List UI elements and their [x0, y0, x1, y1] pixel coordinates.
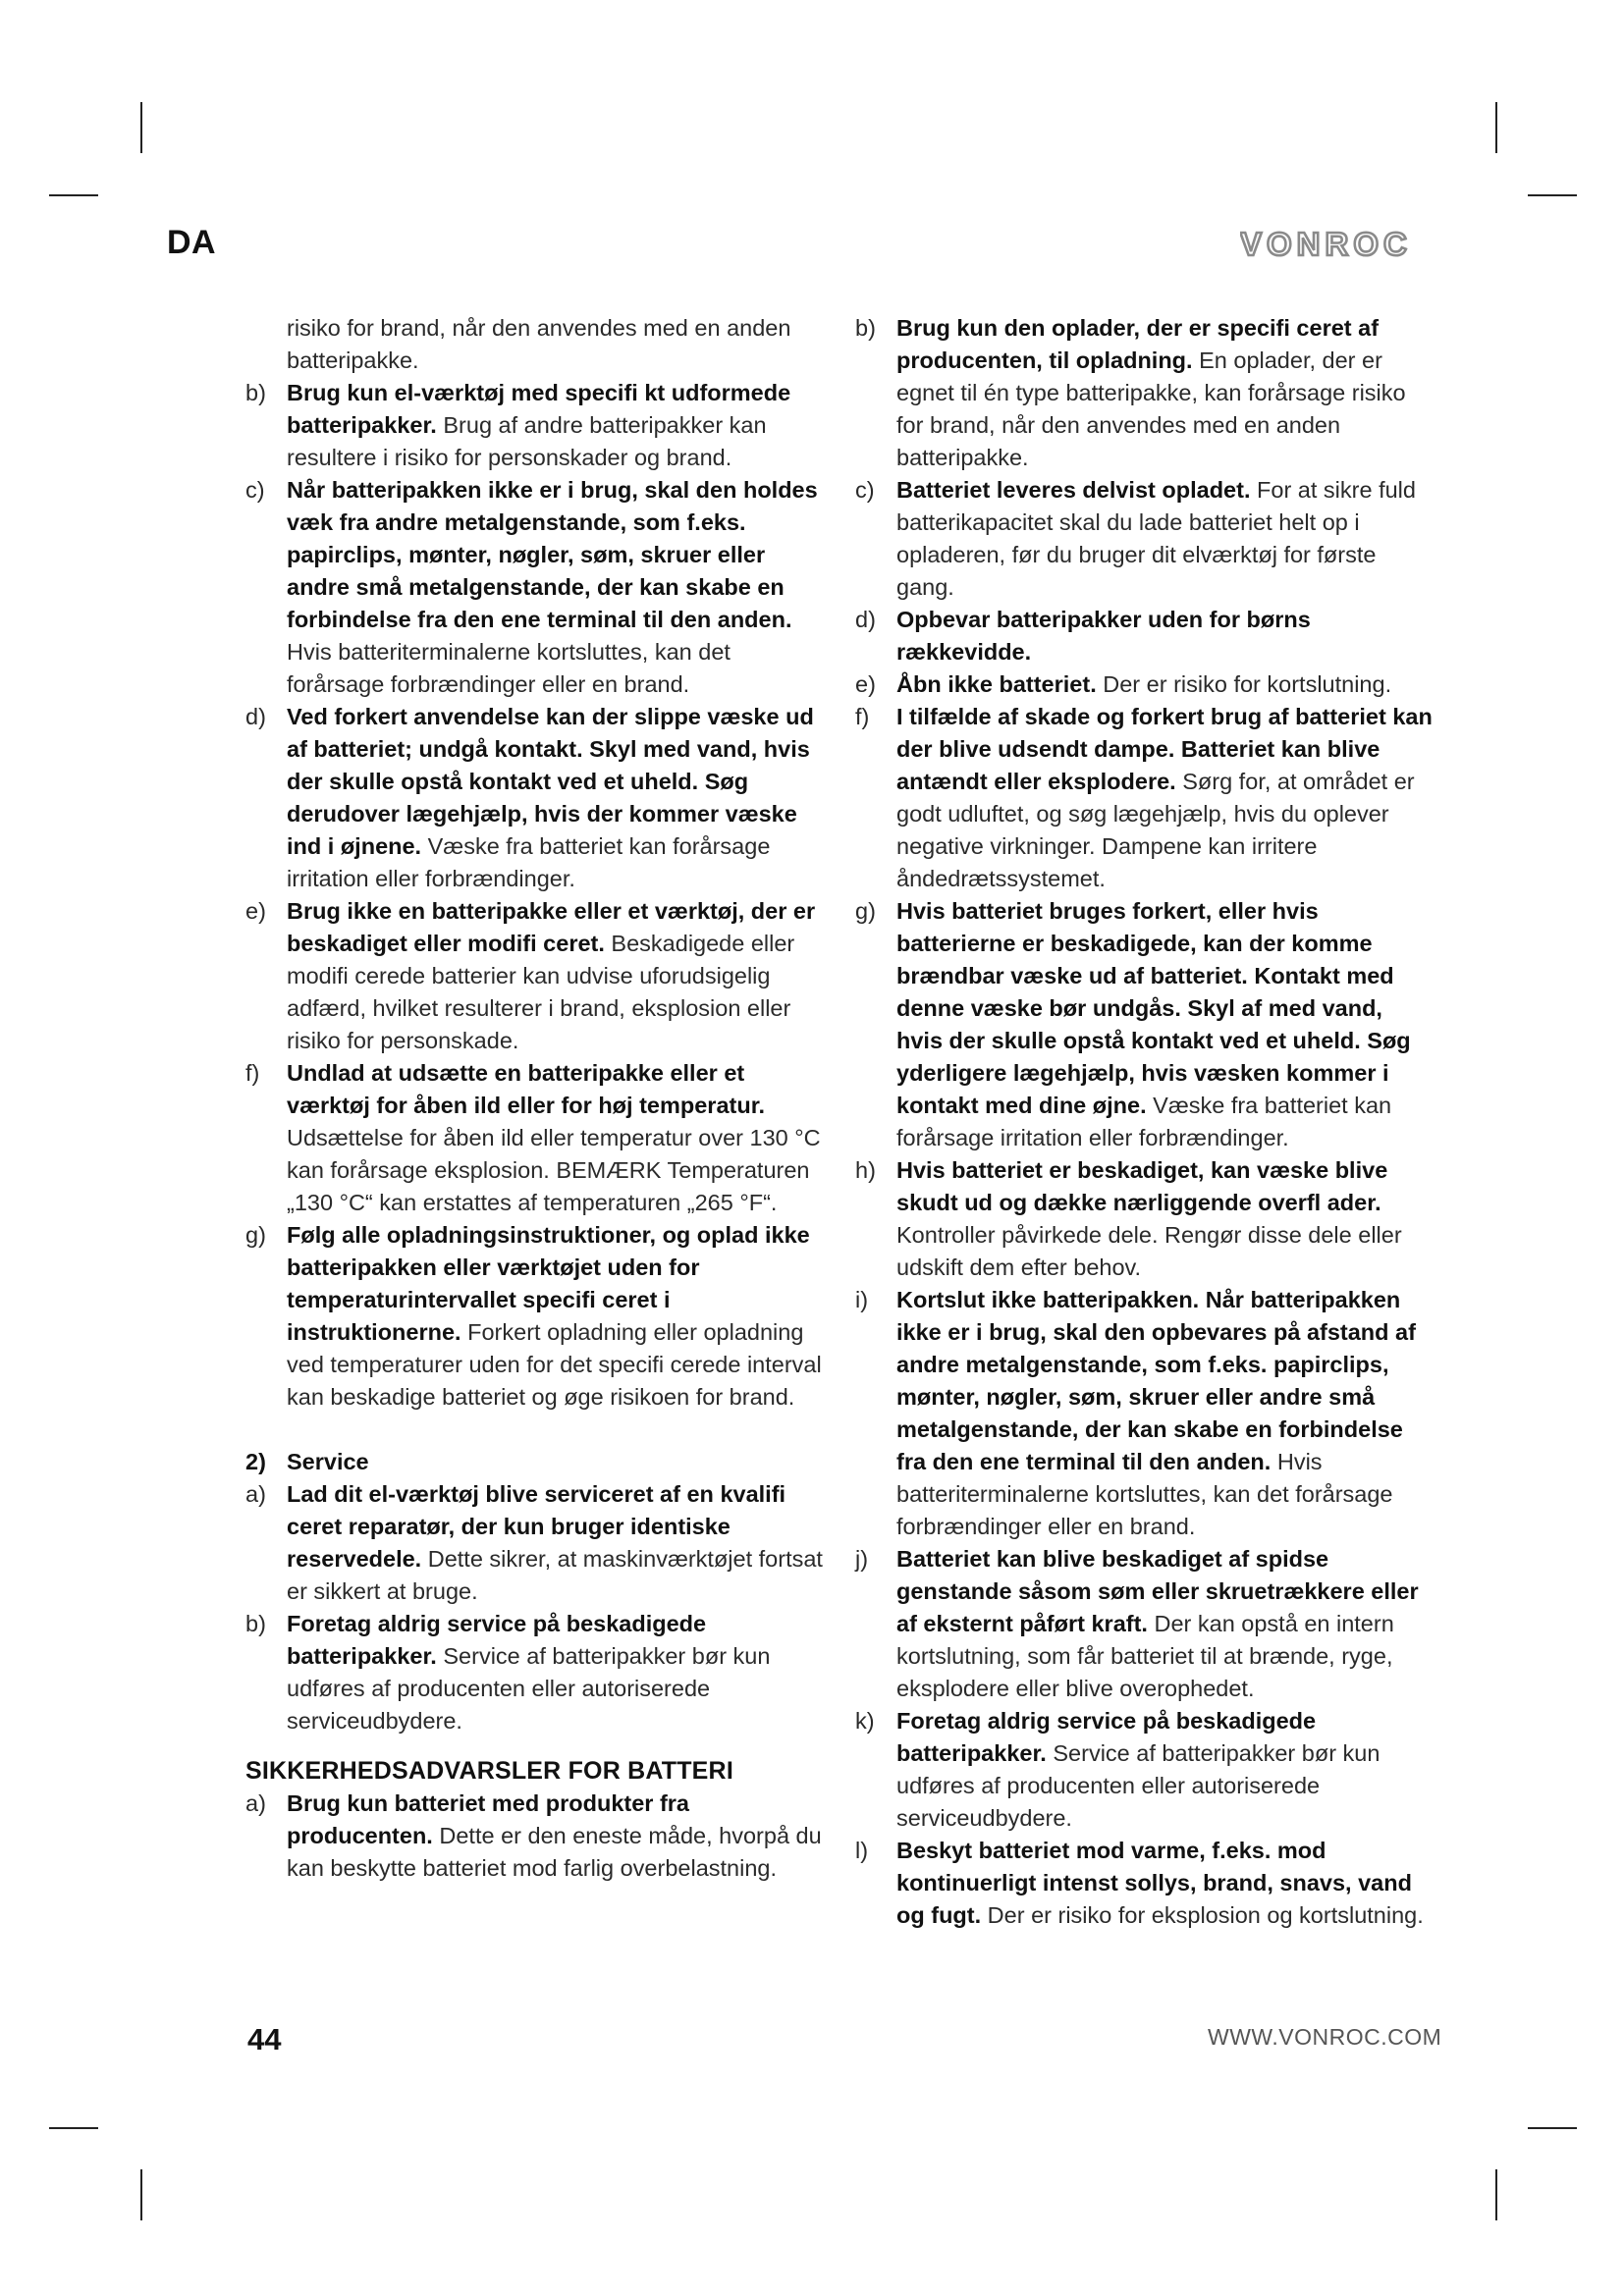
item-marker: j) — [855, 1546, 869, 1572]
battery-item-list — [245, 1788, 827, 1885]
item-marker: b) — [245, 380, 266, 405]
item-marker: b) — [245, 1611, 266, 1636]
item-marker: d) — [245, 704, 266, 729]
list-item — [245, 701, 827, 895]
crop-mark — [1495, 102, 1497, 153]
item-bold-text: Batteriet leveres delvist opladet. — [896, 477, 1251, 503]
website-url: WWW.VONROC.COM — [1208, 2024, 1442, 2050]
item-body-text: Forkert opladning eller opladning ved temperaturer uden for det specifi cerede interval kan beskadige batteriet og øge risikoen for brand. — [287, 1319, 822, 1410]
item-bold-text: Åbn ikke batteriet. — [896, 671, 1097, 697]
list-item — [245, 1219, 827, 1414]
item-marker: e) — [245, 898, 266, 924]
item-body-text: Sørg for, at området er godt udluftet, og søg lægehjælp, hvis du oplever negative virkninger. Dampene kan irritere åndedrætssystemet. — [896, 769, 1415, 891]
battery-section-heading: SIKKERHEDSADVARSLER FOR BATTERI — [245, 1757, 733, 1785]
item-bold-text: Følg alle opladningsinstruktioner, og oplad ikke batteripakken eller værktøjet uden for temperaturintervallet specifi ceret i instruktionerne. — [287, 1222, 810, 1345]
item-bold-text: Foretag aldrig service på beskadigede batteripakker. — [287, 1611, 707, 1669]
item-marker: a) — [245, 1790, 266, 1816]
item-body-text: Brug af andre batteripakker kan resultere i risiko for personskader og brand. — [287, 412, 767, 470]
item-bold-text: Hvis batteriet er beskadiget, kan væske blive skudt ud og dække nærliggende overfl ader. — [896, 1157, 1388, 1215]
item-bold-text: Batteriet kan blive beskadiget af spidse genstande såsom søm eller skruetrækkere eller af eksternt påført kraft. — [896, 1546, 1419, 1636]
left-item-list — [245, 377, 827, 1414]
service-item-list — [245, 1478, 827, 1737]
item-marker: e) — [855, 671, 876, 697]
item-marker: h) — [855, 1157, 876, 1183]
crop-mark — [1495, 2169, 1497, 2220]
item-bold-text: Kortslut ikke batteripakken. Når batteripakken ikke er i brug, skal den opbevares på afstand af andre metalgenstande, som f.eks. papirclips, mønter, nøgler, søm, skruer eller andre små metalgenstande, der kan skabe en forbindelse fra den ene terminal til den anden. — [896, 1287, 1416, 1474]
item-marker: f) — [855, 704, 870, 729]
item-marker: b) — [855, 315, 876, 341]
list-item — [855, 1543, 1435, 1705]
item-body-text: Væske fra batteriet kan forårsage irritation eller forbrændinger. — [896, 1093, 1392, 1150]
list-item — [855, 668, 1435, 701]
item-marker: c) — [855, 477, 875, 503]
item-bold-text: Beskyt batteriet mod varme, f.eks. mod kontinuerligt intenst sollys, brand, snavs, vand og fugt. — [896, 1838, 1412, 1928]
item-bold-text: Opbevar batteripakker uden for børns rækkevidde. — [896, 607, 1311, 665]
item-body-text: En oplader, der er egnet til én type batteripakke, kan forårsage risiko for brand, når den anvendes med en anden batteripakke. — [896, 347, 1406, 470]
item-marker: k) — [855, 1708, 875, 1734]
crop-mark — [140, 2169, 142, 2220]
continuation-text: risiko for brand, når den anvendes med en anden batteripakke. — [287, 315, 791, 373]
list-item — [245, 1478, 827, 1608]
list-item — [245, 895, 827, 1057]
list-item — [855, 474, 1435, 604]
list-item — [245, 377, 827, 474]
crop-mark — [49, 2127, 98, 2129]
item-marker: g) — [855, 898, 876, 924]
item-marker: c) — [245, 477, 265, 503]
item-bold-text: Lad dit el-værktøj blive serviceret af en kvalifi ceret reparatør, der kun bruger identiske reservedele. — [287, 1481, 786, 1572]
service-heading: 2) Service — [245, 1449, 369, 1474]
item-body-text: Dette sikrer, at maskinværktøjet fortsat er sikkert at bruge. — [287, 1546, 823, 1604]
right-item-list — [855, 312, 1435, 1932]
crop-mark — [49, 194, 98, 196]
item-marker: i) — [855, 1287, 869, 1312]
item-bold-text: Ved forkert anvendelse kan der slippe væske ud af batteriet; undgå kontakt. Skyl med vand, hvis der skulle opstå kontakt ved et uheld. Søg derudover lægehjælp, hvis der kommer væske ind i øjnene. — [287, 704, 814, 859]
item-bold-text: Brug kun el-værktøj med specifi kt udformede batteripakker. — [287, 380, 791, 438]
item-marker: d) — [855, 607, 876, 632]
list-item — [855, 1154, 1435, 1284]
right-column — [855, 312, 1435, 1932]
item-body-text: Service af batteripakker bør kun udføres af producenten eller autoriserede serviceudbydere. — [287, 1643, 771, 1734]
list-item — [855, 895, 1435, 1154]
svg-text:VONROC: VONROC — [1240, 226, 1412, 261]
list-item — [855, 1835, 1435, 1932]
left-column — [245, 312, 827, 1885]
list-item — [855, 1284, 1435, 1543]
item-bold-text: Foretag aldrig service på beskadigede batteripakker. — [896, 1708, 1317, 1766]
item-body-text: Der kan opstå en intern kortslutning, som får batteriet til at brænde, ryge, eksplodere eller blive overophedet. — [896, 1611, 1394, 1701]
brand-logo — [1240, 224, 1432, 261]
item-marker: f) — [245, 1060, 260, 1086]
list-item — [245, 1788, 827, 1885]
list-item — [855, 604, 1435, 668]
item-bold-text: Når batteripakken ikke er i brug, skal den holdes væk fra andre metalgenstande, som f.eks. papirclips, mønter, nøgler, søm, skruer eller andre små metalgenstande, der kan skabe en forbindelse fra den ene terminal til den anden. — [287, 477, 818, 632]
item-body-text: Udsættelse for åben ild eller temperatur over 130 °C kan forårsage eksplosion. BEMÆRK Temperaturen „130 °C“ kan erstattes af temperaturen „265 °F“. — [287, 1125, 821, 1215]
item-body-text: Dette er den eneste måde, hvorpå du kan beskytte batteriet mod farlig overbelastning. — [287, 1823, 822, 1881]
list-item — [855, 1705, 1435, 1835]
list-item — [855, 312, 1435, 474]
item-body-text: Hvis batteriterminalerne kortsluttes, kan det forårsage forbrændinger eller en brand. — [287, 639, 731, 697]
item-body-text: Der er risiko for kortslutning. — [1096, 671, 1392, 697]
list-item — [245, 1057, 827, 1219]
crop-mark — [1528, 2127, 1577, 2129]
item-marker: l) — [855, 1838, 869, 1863]
item-body-text: Der er risiko for eksplosion og kortslutning. — [981, 1902, 1424, 1928]
item-marker: a) — [245, 1481, 266, 1507]
crop-mark — [140, 102, 142, 153]
item-marker: g) — [245, 1222, 266, 1248]
page-number: 44 — [247, 2022, 282, 2056]
item-body-text: Service af batteripakker bør kun udføres af producenten eller autoriserede serviceudbydere. — [896, 1740, 1380, 1831]
item-body-text: Kontroller påvirkede dele. Rengør disse dele eller udskift dem efter behov. — [896, 1222, 1402, 1280]
item-bold-text: Undlad at udsætte en batteripakke eller et værktøj for åben ild eller for høj temperatur. — [287, 1060, 766, 1118]
item-body-text: Hvis batteriterminalerne kortsluttes, kan det forårsage forbrændinger eller en brand. — [896, 1449, 1393, 1539]
item-body-text: Beskadigede eller modifi cerede batterier kan udvise uforudsigelig adfærd, hvilket resulterer i brand, eksplosion eller risiko for personskade. — [287, 931, 795, 1053]
list-item — [245, 1608, 827, 1737]
item-bold-text: Brug kun den oplader, der er specifi ceret af producenten, til opladning. — [896, 315, 1380, 373]
language-code: DA — [167, 224, 217, 261]
item-body-text: For at sikre fuld batterikapacitet skal du lade batteriet helt op i opladeren, før du bruger dit elværktøj for første gang. — [896, 477, 1416, 600]
list-item — [855, 701, 1435, 895]
item-body-text: Væske fra batteriet kan forårsage irritation eller forbrændinger. — [287, 833, 771, 891]
item-bold-text: Brug kun batteriet med produkter fra producenten. — [287, 1790, 689, 1848]
item-bold-text: Hvis batteriet bruges forkert, eller hvis batterierne er beskadigede, kan der komme brændbar væske ud af batteriet. Kontakt med denne væske bør undgås. Skyl af med vand, hvis der skulle opstå kontakt ved et uheld. Søg yderligere lægehjælp, hvis væsken kommer i kontakt med dine øjne. — [896, 898, 1411, 1118]
list-item — [245, 474, 827, 701]
item-bold-text: I tilfælde af skade og forkert brug af batteriet kan der blive udsendt dampe. Batteriet kan blive antændt eller eksplodere. — [896, 704, 1433, 794]
crop-mark — [1528, 194, 1577, 196]
item-bold-text: Brug ikke en batteripakke eller et værktøj, der er beskadiget eller modifi ceret. — [287, 898, 816, 956]
